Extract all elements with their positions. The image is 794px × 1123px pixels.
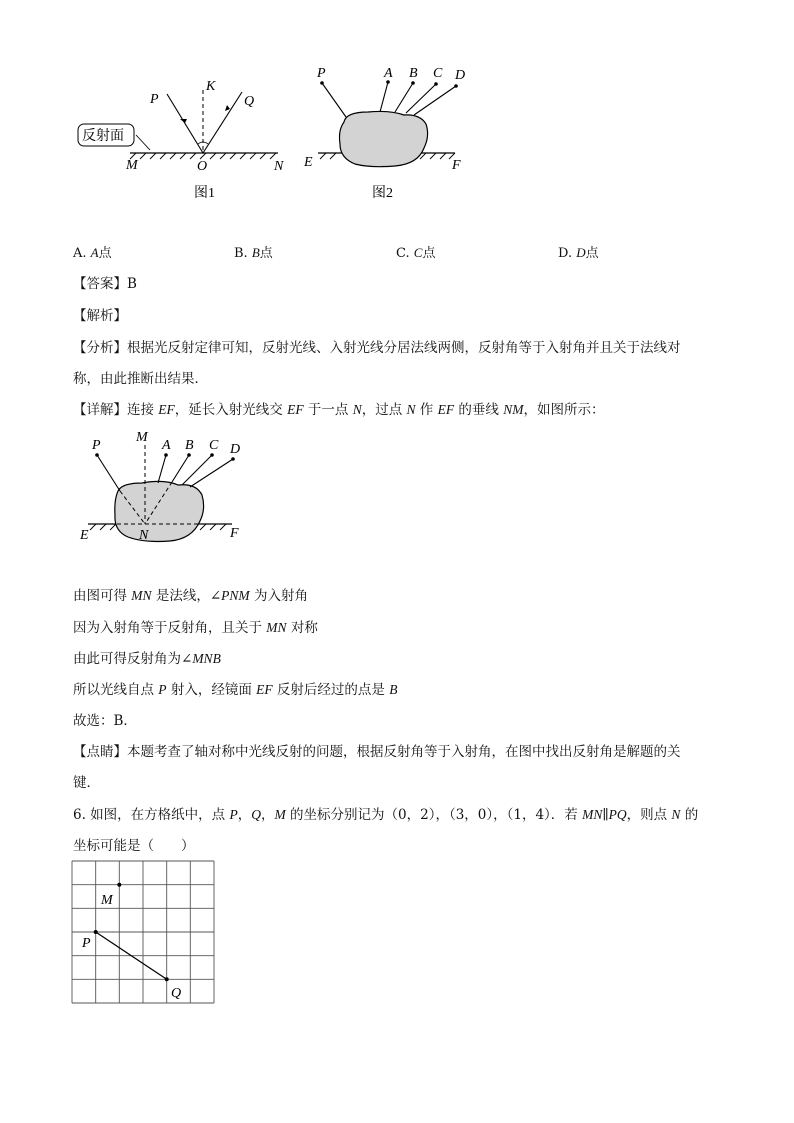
dianjing-line1: 【点睛】本题考查了轴对称中光线反射的问题，根据反射角等于入射角，在图中找出反射角是解题的关 xyxy=(73,744,681,760)
ray-p xyxy=(322,83,346,117)
rock-shape xyxy=(115,481,204,541)
option-a[interactable]: A. A点 xyxy=(73,245,112,261)
fig3-label-a: A xyxy=(162,438,171,453)
reflected-ray-oq xyxy=(203,92,242,153)
fig2-label-a: A xyxy=(384,66,393,81)
callout-text: 反射面 xyxy=(82,129,124,144)
fig1-label-m: M xyxy=(126,158,138,173)
option-d[interactable]: D. D点 xyxy=(558,245,599,261)
step-2: 因为入射角等于反射角，且关于 MN 对称 xyxy=(73,620,318,636)
fig3-label-m: M xyxy=(136,430,148,445)
fig3-label-d: D xyxy=(230,442,241,457)
ray-c xyxy=(406,84,436,113)
fig4-label-q: Q xyxy=(171,986,182,1001)
fig1-label-p: P xyxy=(150,92,159,107)
fig3-label-b: B xyxy=(185,438,194,453)
ray-d xyxy=(414,86,456,115)
fig2-caption: 图2 xyxy=(372,186,393,201)
step-3: 由此可得反射角为∠MNB xyxy=(73,651,221,667)
figure-2 xyxy=(300,60,490,208)
fig2-label-f: F xyxy=(452,158,461,173)
fig2-label-b: B xyxy=(409,66,418,81)
step-4: 所以光线自点 P 射入，经镜面 EF 反射后经过的点是 B xyxy=(73,682,398,698)
question-6-line1: 6. 如图，在方格纸中，点 P，Q，M 的坐标分别记为（0，2），（3，0），（1，4）．若 MN∥PQ，则点 N 的 xyxy=(73,807,699,823)
fig2-label-p: P xyxy=(317,66,326,81)
fig4-label-p: P xyxy=(82,936,91,951)
fig1-caption: 图1 xyxy=(194,186,215,201)
step-1: 由图可得 MN 是法线，∠PNM 为入射角 xyxy=(73,588,308,604)
dianjing-line2: 键． xyxy=(73,775,100,791)
fig2-label-e: E xyxy=(304,155,313,170)
analysis-tag: 【解析】 xyxy=(73,308,127,324)
fig3-label-e: E xyxy=(80,528,89,543)
option-c[interactable]: C. C点 xyxy=(396,245,436,261)
fig3-label-n: N xyxy=(139,528,149,543)
fig1-label-n: N xyxy=(274,159,284,174)
point-q xyxy=(165,977,169,981)
fig2-label-c: C xyxy=(433,66,443,81)
fig4-label-m: M xyxy=(101,893,113,908)
fig2-label-d: D xyxy=(455,68,466,83)
fig1-label-k: K xyxy=(206,79,216,94)
point-m xyxy=(117,883,121,887)
figure-3 xyxy=(72,425,272,547)
figure-1 xyxy=(70,72,300,207)
ray-b xyxy=(395,83,413,112)
point-p xyxy=(94,930,98,934)
rock-shape xyxy=(340,111,428,166)
fig3-label-f: F xyxy=(230,526,239,541)
fenxi-line1: 【分析】根据光反射定律可知，反射光线、入射光线分居法线两侧，反射角等于入射角并且关于法线对 xyxy=(73,340,681,356)
ray-a xyxy=(380,82,388,112)
fig1-label-q: Q xyxy=(244,94,255,109)
answer-line: 【答案】B xyxy=(73,276,137,292)
fig3-label-p: P xyxy=(92,438,101,453)
figure-4-grid xyxy=(71,860,217,1006)
fenxi-line2: 称，由此推断出结果． xyxy=(73,371,208,387)
incident-ray-po xyxy=(167,94,203,153)
fig3-label-c: C xyxy=(209,438,219,453)
grid-lines xyxy=(72,861,214,1003)
question-6-line2: 坐标可能是（ ） xyxy=(73,838,195,854)
fig1-label-o: O xyxy=(197,159,208,174)
callout-leader xyxy=(136,135,150,150)
option-b[interactable]: B. B点 xyxy=(234,245,273,261)
xiangjie-line: 【详解】连接 EF，延长入射光线交 EF 于一点 N，过点 N 作 EF 的垂线 NM，如图所示： xyxy=(73,402,605,418)
step-5: 故选：B． xyxy=(73,713,137,729)
